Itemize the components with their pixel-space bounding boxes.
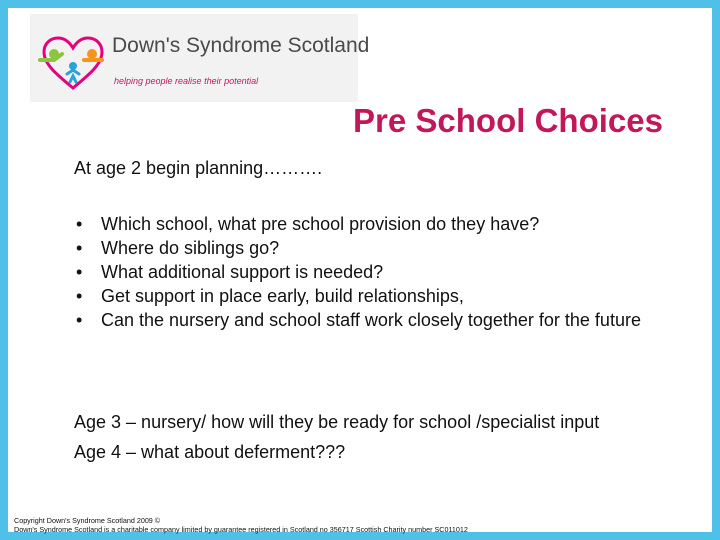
bullet-item: • Get support in place early, build relationships, — [76, 286, 464, 306]
bullet-list — [74, 212, 674, 332]
bullet-item: • Which school, what pre school provision do they have? — [76, 214, 540, 234]
logo-name: Down's Syndrome Scotland — [112, 34, 370, 57]
footer-charity-info: Down's Syndrome Scotland is a charitable company limited by guarantee registered in Scotland no 356717 Scottish Charity number SC011012 — [14, 525, 468, 534]
bullet-item: • What additional support is needed? — [76, 262, 384, 282]
bullet-text: Which school, what pre school provision do they have? — [101, 214, 540, 234]
age-3-text: Age 3 – nursery/ how will they be ready for school /specialist input — [74, 412, 600, 432]
footer-copyright: Copyright Down's Syndrome Scotland 2009 © — [14, 516, 161, 525]
footer — [14, 516, 468, 534]
age-4-text: Age 4 – what about deferment??? — [74, 442, 346, 462]
bullet-text: What additional support is needed? — [101, 262, 384, 282]
bullet-item: • Where do siblings go? — [76, 238, 280, 258]
slide-title: Pre School Choices — [353, 102, 663, 139]
bullet-text: Can the nursery and school staff work closely together for the future — [101, 310, 641, 330]
bullet-text: Get support in place early, build relationships, — [101, 286, 464, 306]
heart-people-icon — [36, 30, 110, 94]
intro-text: At age 2 begin planning………. — [74, 158, 323, 178]
bullet-item: • Can the nursery and school staff work closely together for the future — [76, 310, 641, 330]
logo — [30, 14, 370, 102]
logo-tagline: helping people realise their potential — [114, 76, 259, 86]
bullet-text: Where do siblings go? — [101, 238, 280, 258]
